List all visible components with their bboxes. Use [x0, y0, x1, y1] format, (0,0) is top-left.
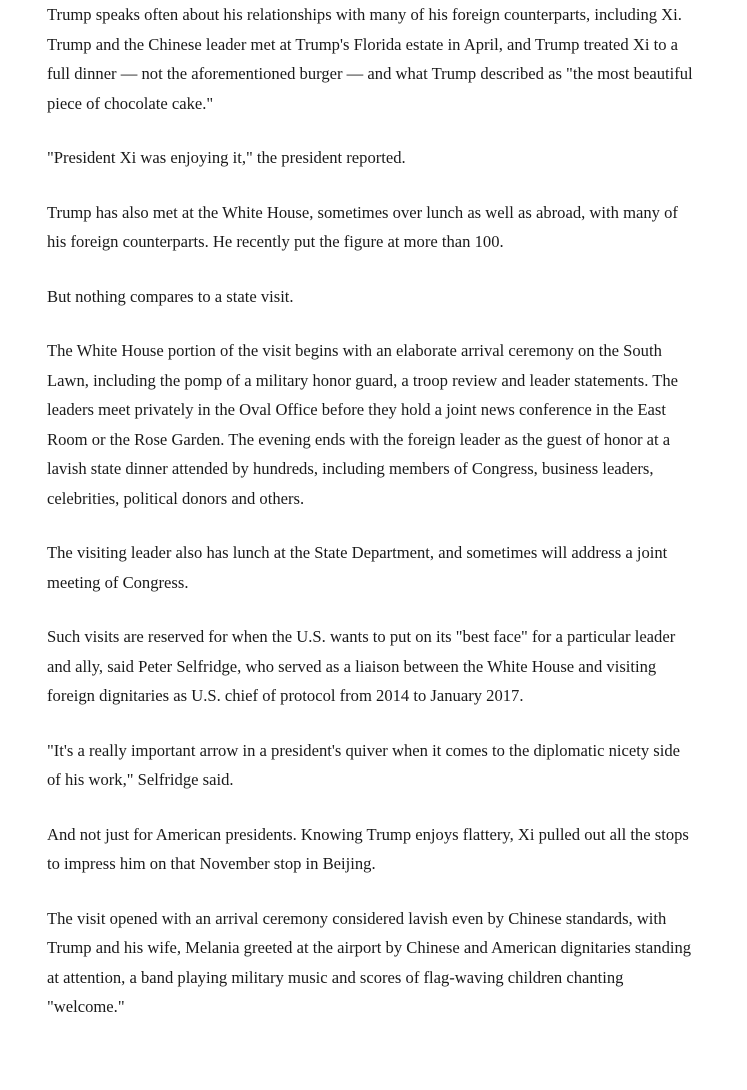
article-paragraph: And not just for American presidents. Knowing Trump enjoys flattery, Xi pulled out all the stops to impress him on that November stop in Beijing.: [47, 824, 689, 873]
article-paragraph: The visit opened with an arrival ceremony considered lavish even by Chinese standards, with Trump and his wife, Melania greeted at the airport by Chinese and American dignitaries standing at attention, a band playing military music and scores of flag-waving children chanting "welcome.": [47, 908, 692, 1016]
article-paragraph: "It's a really important arrow in a president's quiver when it comes to the diplomatic nicety side of his work," Selfridge said.: [47, 740, 681, 789]
article-paragraph: But nothing compares to a state visit.: [47, 286, 294, 306]
article-paragraph: The visiting leader also has lunch at the State Department, and sometimes will address a joint meeting of Congress.: [47, 543, 668, 592]
article-body: [47, 0, 697, 1047]
article-paragraph: "President Xi was enjoying it," the president reported.: [47, 148, 406, 167]
article-paragraph: Trump speaks often about his relationships with many of his foreign counterparts, including Xi. Trump and the Chinese leader met at Trump's Florida estate in April, and Trump treated Xi to a full dinner — not the aforementioned burger — and what Trump described as "the most beautiful piece of chocolate cake.": [47, 5, 693, 113]
article-paragraph: The White House portion of the visit begins with an elaborate arrival ceremony on the South Lawn, including the pomp of a military honor guard, a troop review and leader statements. The leaders meet privately in the Oval Office before they hold a joint news conference in the East Room or the Rose Garden. The evening ends with the foreign leader as the guest of honor at a lavish state dinner attended by hundreds, including members of Congress, business leaders, celebrities, political donors and others.: [47, 341, 678, 508]
article-paragraph: Trump has also met at the White House, sometimes over lunch as well as abroad, with many of his foreign counterparts. He recently put the figure at more than 100.: [47, 202, 678, 251]
article-paragraph: Such visits are reserved for when the U.S. wants to put on its "best face" for a particular leader and ally, said Peter Selfridge, who served as a liaison between the White House and visiting foreign dignitaries as U.S. chief of protocol from 2014 to January 2017.: [47, 627, 676, 705]
